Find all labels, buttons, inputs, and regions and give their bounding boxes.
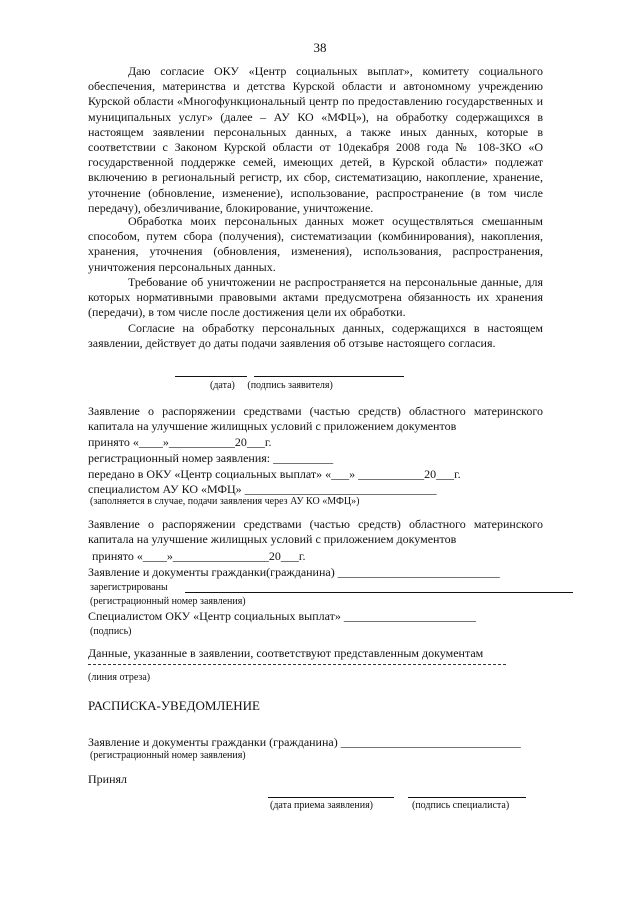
receipt-date-line [268, 797, 394, 798]
section2-reg-caption: (регистрационный номер заявления) [90, 596, 246, 607]
date-signature-line [175, 376, 247, 377]
section2-registered: зарегистрированы [90, 582, 168, 593]
section1-reg-number: регистрационный номер заявления: __________ [88, 451, 334, 465]
section2-docs: Заявление и документы гражданки(гражданина) ___________________________ [88, 565, 500, 579]
receipt-accepted-by: Принял [88, 772, 128, 786]
receipt-sign-line [408, 797, 526, 798]
data-match-statement: Данные, указанные в заявлении, соответствуют представленным документам [88, 646, 484, 660]
receipt-date-caption: (дата приема заявления) [270, 800, 374, 811]
consent-paragraph-4: Согласие на обработку персональных данных, содержащихся в настоящем заявлении, действует до даты подачи заявления об отзыве настоящего согласия. [88, 321, 543, 351]
section1-note: (заполняется в случае, подачи заявления через АУ КО «МФЦ») [90, 496, 360, 507]
receipt-sign-caption: (подпись специалиста) [412, 800, 510, 811]
registered-line [185, 592, 573, 593]
section1-specialist: специалистом АУ КО «МФЦ» ________________________________ [88, 482, 437, 496]
section2-accepted: принято «____»________________20___г. [92, 549, 306, 563]
section1-intro: Заявление о распоряжении средствами (частью средств) областного материнского капитала на улучшение жилищных условий с приложением документов [88, 404, 543, 434]
section1-accepted: принято «____»___________20___г. [88, 435, 272, 449]
receipt-docs: Заявление и документы гражданки (гражданина) ______________________________ [88, 735, 521, 749]
cut-line-caption: (линия отреза) [88, 672, 151, 683]
receipt-reg-caption: (регистрационный номер заявления) [90, 750, 246, 761]
section2-sig-caption: (подпись) [90, 626, 132, 637]
applicant-signature-line [254, 376, 404, 377]
section2-specialist: Специалистом ОКУ «Центр социальных выплат» ______________________ [88, 609, 476, 623]
section2-intro: Заявление о распоряжении средствами (частью средств) областного материнского капитала на улучшение жилищных условий с приложением документов [88, 517, 543, 547]
section1-transferred: передано в ОКУ «Центр социальных выплат» «___» ___________20___г. [88, 467, 461, 481]
receipt-title: РАСПИСКА-УВЕДОМЛЕНИЕ [88, 698, 260, 713]
consent-paragraph-1: Даю согласие ОКУ «Центр социальных выплат», комитету социального обеспечения, материнства и детства Курской области и автономному учреждению Курской области «Многофункциональный центр по предоставлению государственных и муниципальных услуг» (далее – АУ КО «МФЦ»), на обработку содержащихся в настоящем заявлении персональных данных, а также иных данных, которые в соответствии с Законом Курской области от 10декабря 2008 года № 108-ЗКО «О государственной поддержке семей, имеющих детей, в Курской области» подлежат включению в региональный регистр, их сбор, систематизацию, накопление, хранение, уточнение (обновление, изменение), использование, распространение (в том числе передачу), обезличивание, блокирование, уничтожение. [88, 64, 543, 215]
cut-line [88, 664, 506, 665]
consent-paragraph-3: Требование об уничтожении не распространяется на персональные данные, для которых нормативными правовыми актами предусмотрена обязанность их хранения (передачи), в том числе после достижения цели их обработки. [88, 275, 543, 320]
signature-caption: (дата) (подпись заявителя) [210, 380, 333, 391]
consent-paragraph-2: Обработка моих персональных данных может осуществляться смешанным способом, путем сбора (получения), систематизации (комбинирования), накопления, хранения, уточнения (обновления, изменения), использования, распространения, уничтожения персональных данных. [88, 214, 543, 274]
page-number: 38 [313, 40, 327, 55]
